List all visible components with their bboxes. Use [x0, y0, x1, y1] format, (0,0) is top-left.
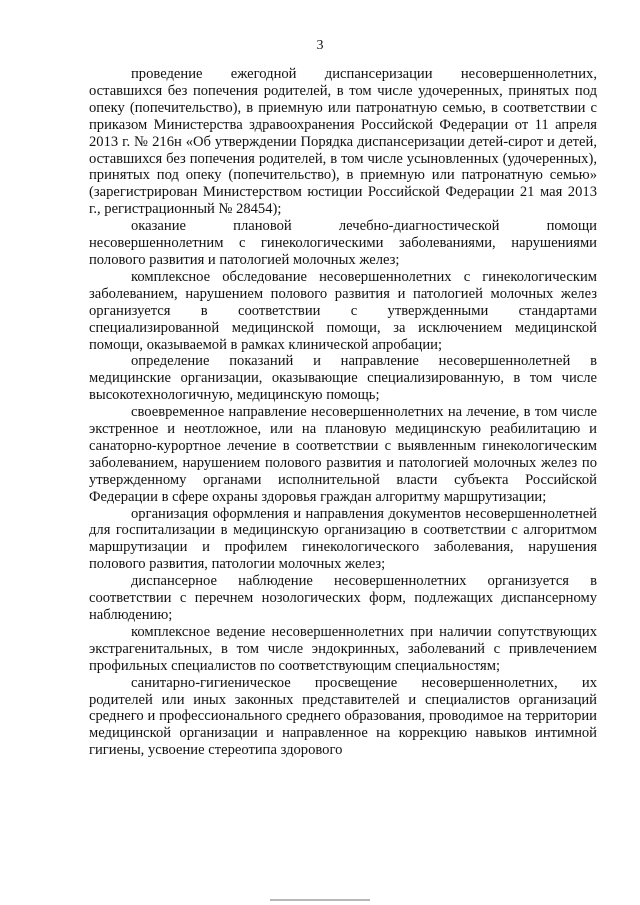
paragraph-comorbidity-management: комплексное ведение несовершеннолетних при наличии сопутствующих экстрагенитальных, в том числе эндокринных, заболеваний с привлечением профильных специалистов по соответствующим специальностям;	[89, 623, 597, 674]
paragraph-hospitalization-documents: организация оформления и направления документов несовершеннолетней для госпитализации в медицинскую организацию в соответствии с алгоритмом маршрутизации и профилем гинекологического заболевания, нарушения полового развития, патологии молочных желез;	[89, 505, 597, 573]
paragraph-dispensary-observation: диспансерное наблюдение несовершеннолетних организуется в соответствии с перечнем нозологических форм, подлежащих диспансерному наблюдению;	[89, 573, 597, 623]
paragraph-referral-indications: определение показаний и направление несовершеннолетней в медицинские организации, оказывающие специализированную, в том числе высокотехнологичную, медицинскую помощь;	[89, 353, 597, 404]
paragraph-annual-dispensary-exam: проведение ежегодной диспансеризации несовершеннолетних, оставшихся без попечения родителей, в том числе удочеренных, принятых под опеку (попечительство), в приемную или патронатную семью, в соответствии с приказом Министерства здравоохранения Российской Федерации от 11 апреля 2013 г. № 216н «Об утверждении Порядка диспансеризации детей-сирот и детей, оставшихся без попечения родителей, в том числе усыновленных (удочеренных), принятых под опеку (попечительство), в приемную или патронатную семью» (зарегистрирован Министерством юстиции Российской Федерации 21 мая 2013 г., регистрационный № 28454);	[89, 66, 597, 218]
paragraph-hygiene-education: санитарно-гигиеническое просвещение несовершеннолетних, их родителей или иных законных представителей и специалистов организаций среднего и профессионального среднего образования, проводимое на территории медицинской организации и направленное на коррекцию навыков интимной гигиены, усвоение стереотипа здорового	[89, 674, 597, 759]
document-body	[89, 66, 597, 759]
page-number: 3	[316, 38, 324, 53]
paragraph-planned-care: оказание плановой лечебно-диагностической помощи несовершеннолетним с гинекологическими заболеваниями, нарушениями полового развития и патологией молочных желез;	[89, 218, 597, 268]
scan-edge-mark	[270, 899, 370, 901]
paragraph-timely-referral: своевременное направление несовершеннолетних на лечение, в том числе экстренное и неотложное, или на плановую медицинскую реабилитацию и санаторно-курортное лечение в соответствии с выявленным гинекологическим заболеванием, нарушением полового развития и патологией молочных желез по утвержденному органами исполнительной власти субъекта Российской Федерации в сфере охраны здоровья граждан алгоритму маршрутизации;	[89, 404, 597, 505]
paragraph-comprehensive-examination: комплексное обследование несовершеннолетних с гинекологическим заболеванием, нарушением полового развития и патологией молочных желез организуется в соответствии с утвержденными стандартами специализированной медицинской помощи, за исключением медицинской помощи, оказываемой в рамках клинической апробации;	[89, 268, 597, 353]
